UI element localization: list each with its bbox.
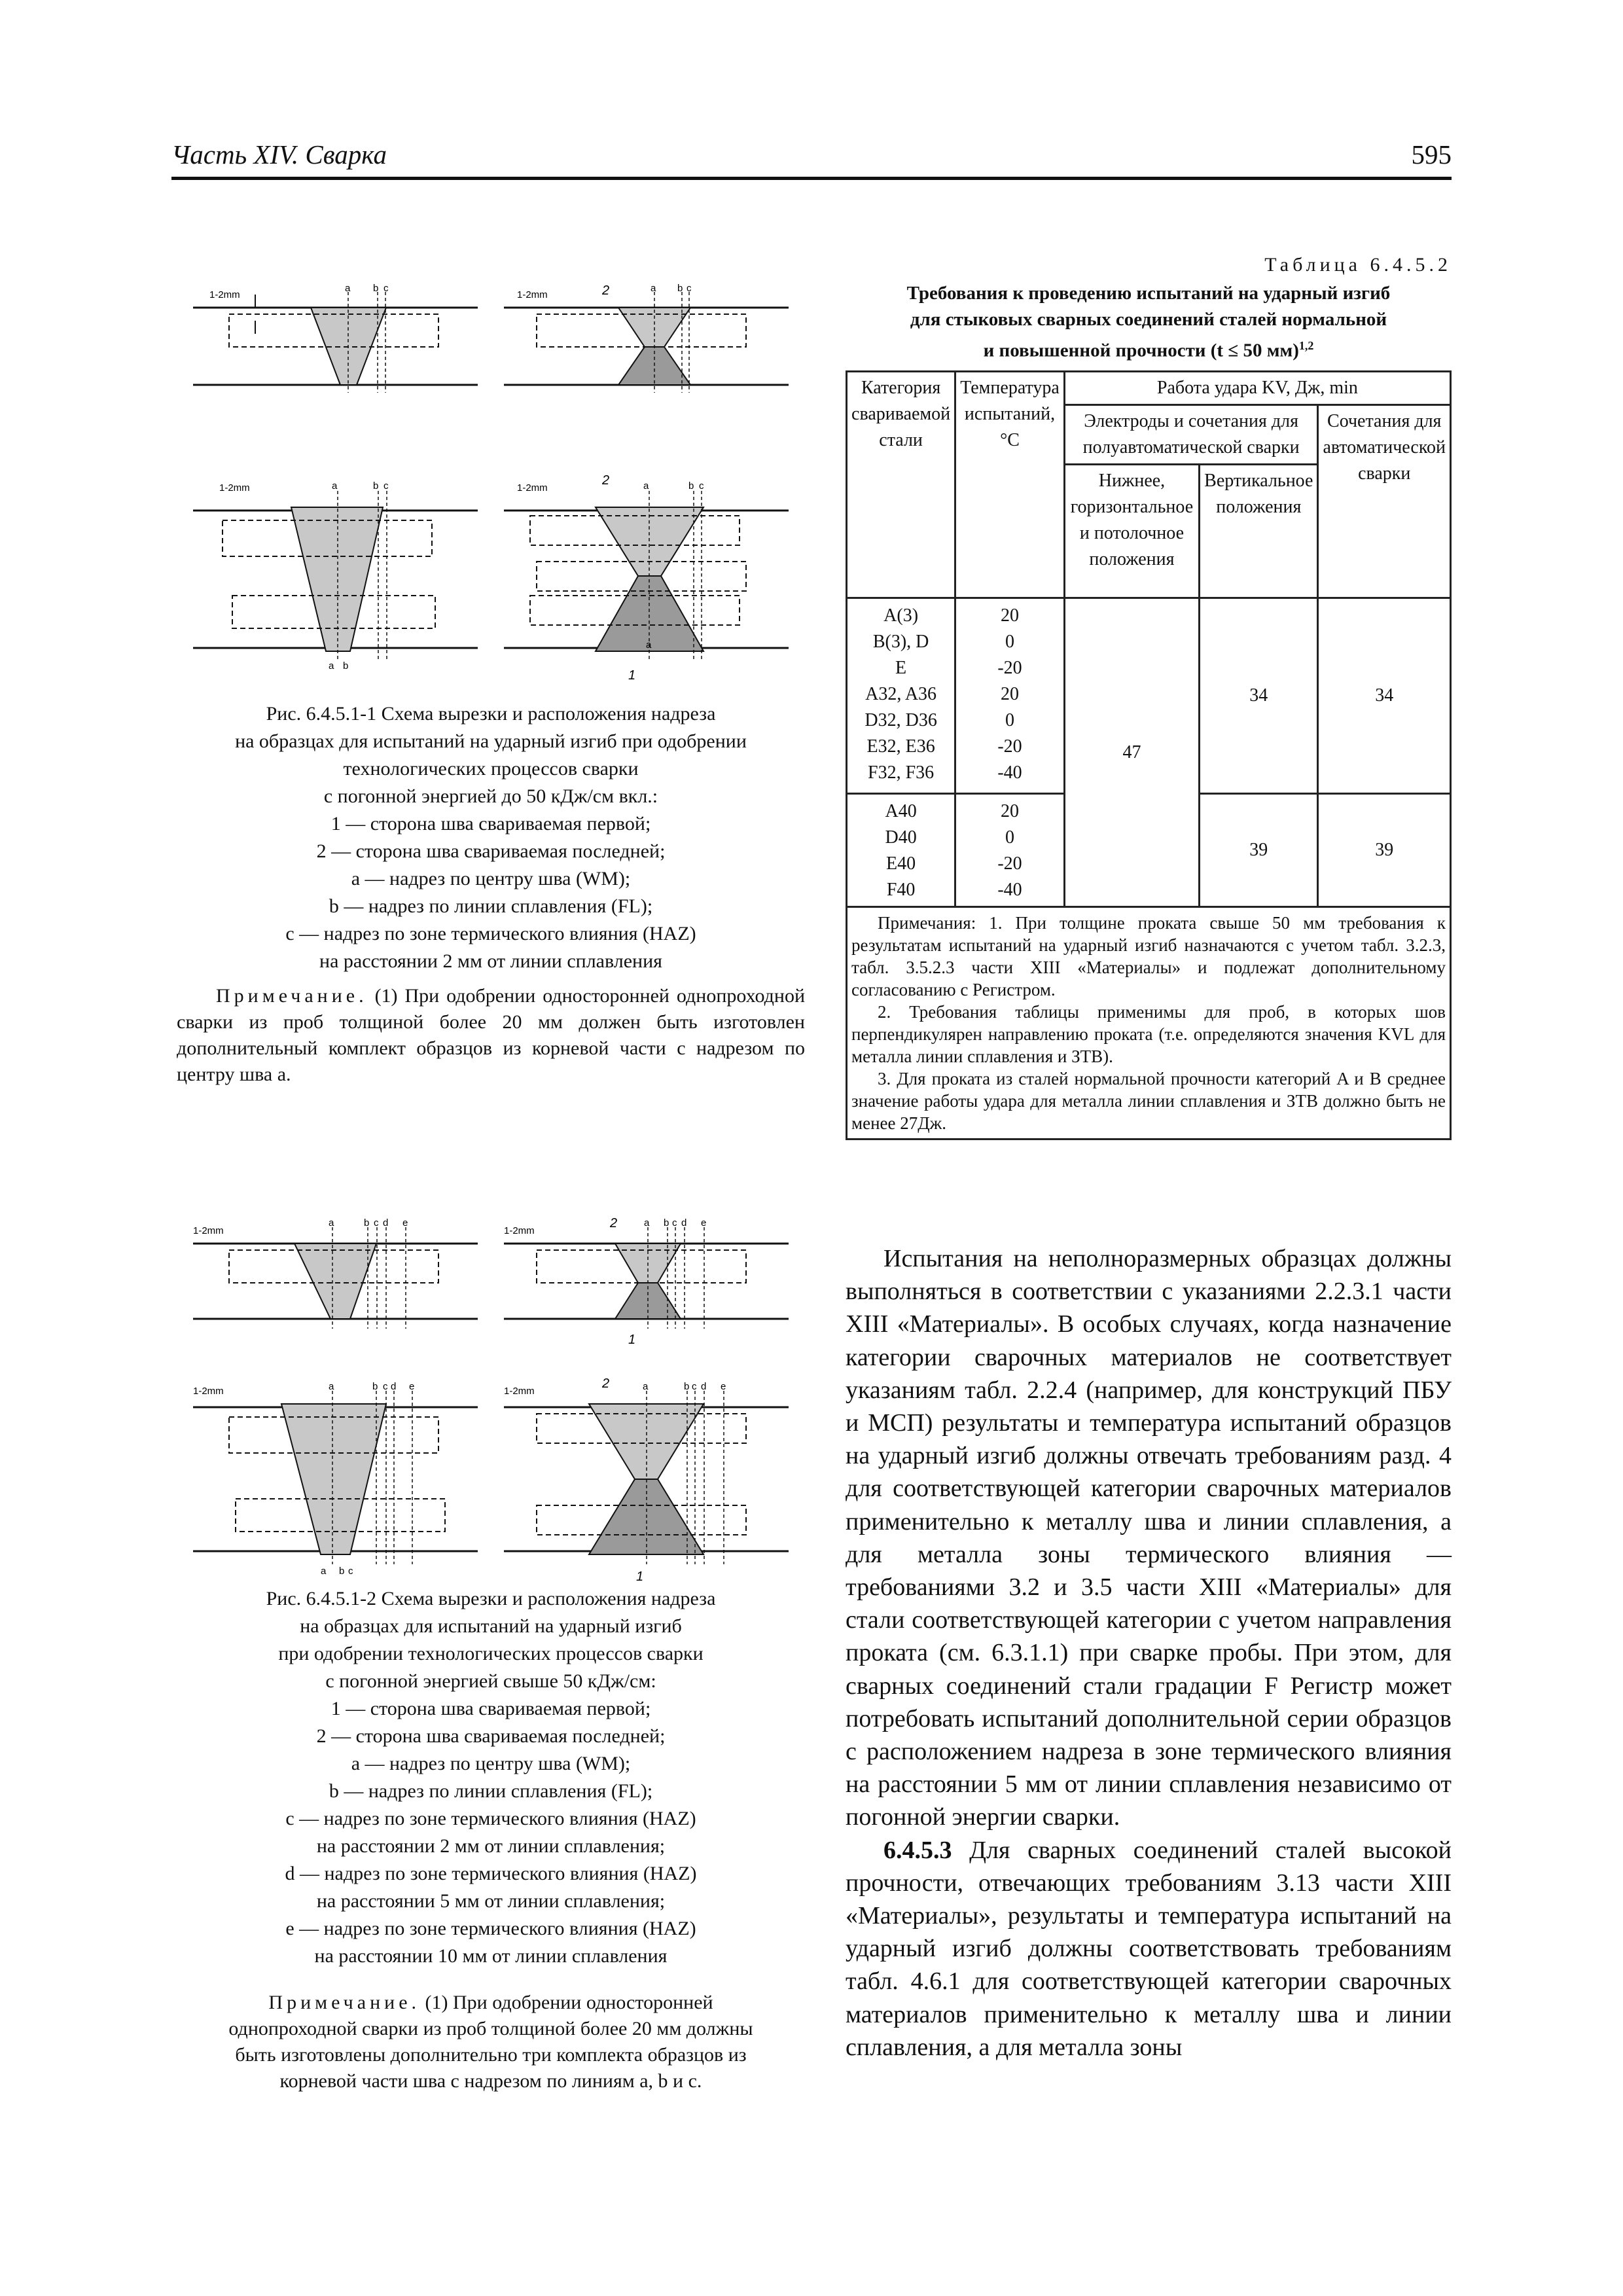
fig1-label-2-bottom: 2 — [602, 473, 610, 488]
header-semi-auto: Электроды и сочетания для полуавтоматической сварки — [1064, 405, 1318, 465]
fig1-caption-line: b — надрез по линии сплавления (FL); — [329, 895, 653, 917]
temp-value: -20 — [997, 658, 1022, 678]
fig1-caption-line: на расстоянии 2 мм от линии сплавления — [319, 950, 662, 972]
figure-2-caption — [177, 1585, 805, 1970]
temp-value: 0 — [1005, 710, 1015, 730]
group1-vertical-value: 34 — [1200, 598, 1318, 794]
fig1-caption-line: технологических процессов сварки — [343, 758, 639, 780]
fig1-label-a-3: a — [332, 480, 338, 492]
fig2-caption-line: a — надрез по центру шва (WM); — [351, 1753, 631, 1774]
fig2-double-v-thick — [504, 1376, 789, 1584]
table-title-sup: 1,2 — [1298, 339, 1314, 352]
fig1-label-b-3: b — [373, 480, 379, 492]
fig2-caption-line: d — надрез по зоне термического влияния (HAZ) — [285, 1863, 697, 1884]
temp-value: -20 — [997, 736, 1022, 757]
figure-1-note — [177, 983, 805, 1088]
category-value: F32, F36 — [868, 762, 935, 783]
fig2-label-e-2: e — [701, 1217, 707, 1229]
fig2-label-2-top: 2 — [610, 1216, 618, 1230]
figure-1-diagram — [183, 268, 798, 687]
header-impact: Работа удара KV, Дж, min — [1064, 372, 1450, 405]
fig2-label-d-2: d — [681, 1217, 687, 1229]
fig2-gap-label-2: 1-2mm — [504, 1225, 535, 1236]
figure-1-caption — [177, 700, 805, 975]
fig2-caption-line: c — надрез по зоне термического влияния (HAZ) — [285, 1808, 696, 1829]
fig2-caption-line: e — надрез по зоне термического влияния (HAZ) — [285, 1918, 696, 1939]
fig1-label-a-bottom: a — [329, 660, 334, 672]
fig2-single-v-thick — [193, 1381, 478, 1577]
fig2-label-c-4: c — [692, 1381, 697, 1392]
figure-2-note — [177, 1990, 805, 2094]
fig1-label-b-4: b — [688, 480, 694, 492]
group2-categories — [847, 794, 955, 907]
fig2-single-v-thin — [193, 1217, 478, 1329]
fig1-label-b-1: b — [373, 283, 379, 294]
fig1-label-c-1: c — [383, 283, 389, 294]
category-value: D32, D36 — [865, 710, 937, 730]
temp-value: 0 — [1005, 827, 1015, 848]
fig1-caption-line: 1 — сторона шва свариваемая первой; — [330, 813, 651, 834]
fig2-label-e-1: e — [402, 1217, 408, 1229]
fig2-label-c-1: c — [374, 1217, 379, 1229]
category-value: E32, E36 — [866, 736, 935, 757]
temp-value: -40 — [997, 762, 1022, 783]
category-value: A(3) — [883, 605, 919, 626]
category-value: E — [895, 658, 907, 678]
fig1-label-a-4: a — [643, 480, 649, 492]
fig2-label-a-3: a — [329, 1381, 334, 1392]
paragraph-1: Испытания на неполноразмерных образцах должны выполняться в соответствии с указаниями 2.2.3.1 части XIII «Материалы». В особых случаях, когда назначение категории сварочных материалов не соответствует указаниям табл. 2.2.4 (например, для конструкций ПБУ и МСП) результаты и температура испытаний образцов на ударный изгиб должны отвечать требованиям разд. 4 для соответствующей категории сварочных материалов применительно к металлу шва и линии сплавления, а для металла зоны термического влияния — требованиями 3.2 и 3.5 части XIII «Материалы» для стали соответствующей категории с учетом направления проката (см. 6.3.1.1) при сварке пробы. При этом, для сварных соединений стали градации F Регистр может потребовать испытаний дополнительной серии образцов с расположением надреза в зоне термического влияния на расстоянии 5 мм от линии сплавления независимо от погонной энергии сварки. — [846, 1245, 1452, 1831]
fig1-caption-line: a — надрез по центру шва (WM); — [351, 868, 631, 889]
fig1-gap-label-3: 1-2mm — [219, 482, 250, 493]
fig1-label-b-bottom: b — [343, 660, 349, 672]
fig2-caption-line: на расстоянии 5 мм от линии сплавления; — [316, 1890, 666, 1912]
fig1-double-v-thin — [504, 283, 789, 393]
group1-categories — [847, 598, 955, 794]
header-auto: Сочетания для автоматической сварки — [1318, 405, 1451, 598]
table-note-2: 2. Требования таблицы применимы для проб, в которых шов перпендикулярен направлению проката (т.е. определяются значения KVL для металла линии сплавления и ЗТВ). — [851, 1002, 1446, 1066]
fig2-label-c-2: c — [672, 1217, 677, 1229]
fig1-single-v-thin — [193, 283, 478, 393]
fig2-label-1-bottom: 1 — [636, 1570, 644, 1584]
group1-auto-value: 34 — [1318, 598, 1451, 794]
fig1-caption-line: Рис. 6.4.5.1-1 Схема вырезки и расположения надреза — [266, 703, 716, 725]
page-number: 595 — [1411, 139, 1452, 170]
fig2-label-b-3: b — [372, 1381, 378, 1392]
fig2-caption-line: 2 — сторона шва свариваемая последней; — [316, 1725, 666, 1747]
fig2-label-d-4: d — [701, 1381, 707, 1392]
table-note-1: Примечания: 1. При толщине проката свыше 50 мм требования к результатам испытаний на ударный изгиб назначаются с учетом табл. 3.2.3, табл. 3.5.2.3 части XIII «Материалы» и подлежат дополнительному согласованию с Регистром. — [851, 913, 1446, 999]
table-title-line: и повышенной прочности (t ≤ 50 мм) — [983, 340, 1299, 361]
body-text — [846, 1242, 1452, 2064]
impact-requirements-table — [846, 370, 1452, 1140]
header-rule — [171, 177, 1452, 180]
fig1-caption-line: на образцах для испытаний на ударный изгиб при одобрении — [235, 730, 747, 752]
fig1-note-text: (1) При одобрении односторонней однопроходной сварки из проб толщиной более 20 мм должен быть изготовлен дополнительный комплект образцов из корневой части с надрезом по центру шва a. — [177, 985, 806, 1085]
fig2-caption-line: на расстоянии 2 мм от линии сплавления; — [316, 1835, 666, 1857]
table-title — [846, 280, 1452, 364]
header-vertical: Вертикальное положения — [1200, 465, 1318, 598]
group2-auto-value: 39 — [1318, 794, 1451, 907]
fig1-label-a-low: a — [646, 639, 652, 651]
fig2-gap-label-3: 1-2mm — [193, 1386, 224, 1397]
temp-value: 20 — [1001, 605, 1020, 626]
fig1-caption-line: c — надрез по зоне термического влияния (HAZ) — [285, 923, 696, 944]
paragraph-2-text: Для сварных соединений сталей высокой прочности, отвечающих требованиям 3.13 части XIII «Материалы», результаты и температура испытаний на ударный изгиб должны соответствовать требованиям табл. 4.6.1 для соответствующей категории сварочных материалов применительно к металлу шва и линии сплавления, а для металла зоны — [846, 1836, 1452, 2061]
fig2-label-a-2: a — [644, 1217, 650, 1229]
header-temperature: Температура испытаний, °C — [955, 372, 1065, 598]
table-label: Таблица 6.4.5.2 — [1264, 254, 1452, 276]
fig2-label-c-3: c — [383, 1381, 388, 1392]
fig1-label-c-2: c — [687, 283, 692, 294]
figure-2-diagram — [183, 1208, 798, 1594]
category-value: A40 — [885, 801, 917, 821]
fig2-note-label: Примечание. — [268, 1992, 421, 2013]
fig2-caption-line: 1 — сторона шва свариваемая первой; — [330, 1698, 651, 1719]
group1-temps — [955, 598, 1065, 794]
fig2-label-2-bottom: 2 — [602, 1376, 610, 1391]
fig1-double-v-thick — [504, 473, 789, 683]
fig1-gap-label-1: 1-2mm — [209, 289, 240, 300]
category-value: F40 — [886, 880, 916, 900]
fig1-label-b-2: b — [677, 283, 683, 294]
fig2-label-a-4: a — [643, 1381, 649, 1392]
category-value: D40 — [885, 827, 917, 848]
fig1-gap-label-4: 1-2mm — [517, 482, 548, 493]
fig2-note-line: однопроходной сварки из проб толщиной более 20 мм должны — [228, 2018, 753, 2039]
temp-value: -20 — [997, 853, 1022, 874]
fig2-note-line: быть изготовлены дополнительно три комплекта образцов из — [235, 2044, 747, 2066]
table-note-3: 3. Для проката из сталей нормальной прочности категорий A и B среднее значение работы удара для металла линии сплавления и ЗТВ должно быть не менее 27Дж. — [851, 1069, 1446, 1133]
fig1-note-label: Примечание. — [216, 985, 368, 1007]
fig2-caption-line: Рис. 6.4.5.1-2 Схема вырезки и расположения надреза — [266, 1588, 716, 1609]
fig2-label-b-1: b — [364, 1217, 370, 1229]
fig2-label-a-1: a — [329, 1217, 334, 1229]
temp-value: 0 — [1005, 632, 1015, 652]
category-value: A32, A36 — [865, 684, 937, 704]
fig1-label-1: 1 — [628, 668, 636, 683]
fig2-caption-line: при одобрении технологических процессов сварки — [278, 1643, 704, 1664]
fig2-label-b-2: b — [664, 1217, 669, 1229]
fig1-single-v-thick — [193, 480, 478, 672]
fig1-label-a-1: a — [345, 283, 351, 294]
paragraph-2-number: 6.4.5.3 — [883, 1836, 952, 1864]
fig2-caption-line: на образцах для испытаний на ударный изгиб — [300, 1615, 682, 1637]
category-value: B(3), D — [872, 632, 929, 652]
fig2-label-b-bottom: b — [339, 1566, 345, 1577]
header-category: Категория свариваемой стали — [847, 372, 955, 598]
group2-vertical-value: 39 — [1200, 794, 1318, 907]
fig2-label-d-1: d — [383, 1217, 389, 1229]
table-title-line: для стыковых сварных соединений сталей нормальной — [910, 309, 1387, 330]
fig2-caption-line: b — надрез по линии сплавления (FL); — [329, 1780, 653, 1802]
fig2-caption-line: с погонной энергией свыше 50 кДж/см: — [325, 1670, 656, 1692]
fig2-note-line: корневой части шва с надрезом по линиям a, b и c. — [279, 2070, 702, 2092]
fig2-label-e-4: e — [721, 1381, 726, 1392]
paragraph-2 — [846, 1834, 1452, 2064]
fig2-gap-label-4: 1-2mm — [504, 1386, 535, 1397]
fig1-label-2-top: 2 — [602, 283, 610, 298]
fig2-caption-line: на расстоянии 10 мм от линии сплавления — [314, 1945, 668, 1967]
fig2-note-line: (1) При одобрении односторонней — [425, 1992, 713, 2013]
fig2-double-v-thin — [504, 1216, 789, 1347]
fig2-label-b-4: b — [684, 1381, 690, 1392]
fig2-gap-label-1: 1-2mm — [193, 1225, 224, 1236]
fig2-label-e-3: e — [409, 1381, 415, 1392]
fig1-label-a-2: a — [651, 283, 656, 294]
table-title-line: Требования к проведению испытаний на ударный изгиб — [906, 283, 1391, 304]
fig2-label-a-bottom: a — [321, 1566, 327, 1577]
fig2-label-c-bottom: c — [348, 1566, 353, 1577]
group-lower-value: 47 — [1064, 598, 1199, 907]
fig1-caption-line: 2 — сторона шва свариваемая последней; — [316, 840, 666, 862]
fig1-caption-line: с погонной энергией до 50 кДж/см вкл.: — [323, 785, 658, 807]
fig2-label-1-top: 1 — [628, 1333, 636, 1347]
header-lower: Нижнее, горизонтальное и потолочное положения — [1064, 465, 1199, 598]
fig1-gap-label-2: 1-2mm — [517, 289, 548, 300]
fig1-label-c-4: c — [699, 480, 704, 492]
table-notes — [847, 907, 1451, 1139]
running-header-title: Часть XIV. Сварка — [171, 139, 387, 170]
temp-value: 20 — [1001, 684, 1020, 704]
group2-temps — [955, 794, 1065, 907]
temp-value: 20 — [1001, 801, 1020, 821]
temp-value: -40 — [997, 880, 1022, 900]
category-value: E40 — [886, 853, 916, 874]
fig1-label-c-3: c — [383, 480, 389, 492]
fig2-label-d-3: d — [391, 1381, 397, 1392]
